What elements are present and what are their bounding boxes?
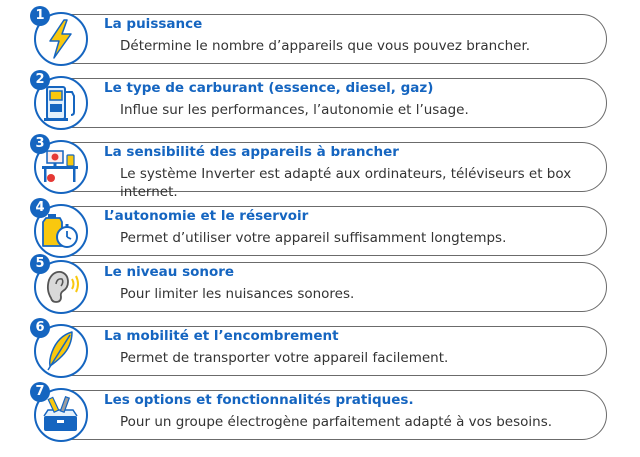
item-title: L’autonomie et le réservoir	[104, 208, 309, 224]
item-description: Le système Inverter est adapté aux ordinateurs, téléviseurs et box internet.	[120, 166, 572, 200]
item-title: Les options et fonctionnalités pratiques.	[104, 392, 414, 408]
item-5	[0, 256, 640, 318]
item-number-badge: 2	[30, 70, 50, 90]
item-number-badge: 6	[30, 318, 50, 338]
item-number-badge: 1	[30, 6, 50, 26]
item-1	[0, 8, 640, 70]
item-title: La sensibilité des appareils à brancher	[104, 144, 399, 160]
item-title: Le type de carburant (essence, diesel, gaz)	[104, 80, 434, 96]
item-6	[0, 320, 640, 382]
item-7	[0, 384, 640, 446]
item-description: Pour un groupe électrogène parfaitement adapté à vos besoins.	[120, 414, 553, 430]
item-3	[0, 136, 640, 200]
item-description: Pour limiter les nuisances sonores.	[120, 286, 355, 302]
item-description: Permet de transporter votre appareil facilement.	[120, 350, 449, 366]
item-number-badge: 3	[30, 134, 50, 154]
item-2	[0, 72, 640, 134]
item-description: Permet d’utiliser votre appareil suffisamment longtemps.	[120, 230, 507, 246]
item-title: La puissance	[104, 16, 203, 32]
item-title: Le niveau sonore	[104, 264, 235, 280]
item-number-badge: 4	[30, 198, 50, 218]
item-number-badge: 7	[30, 382, 50, 402]
item-4	[0, 200, 640, 262]
item-title: La mobilité et l’encombrement	[104, 328, 339, 344]
item-description: Détermine le nombre d’appareils que vous pouvez brancher.	[120, 38, 531, 54]
item-description: Influe sur les performances, l’autonomie et l’usage.	[120, 102, 469, 118]
item-number-badge: 5	[30, 254, 50, 274]
